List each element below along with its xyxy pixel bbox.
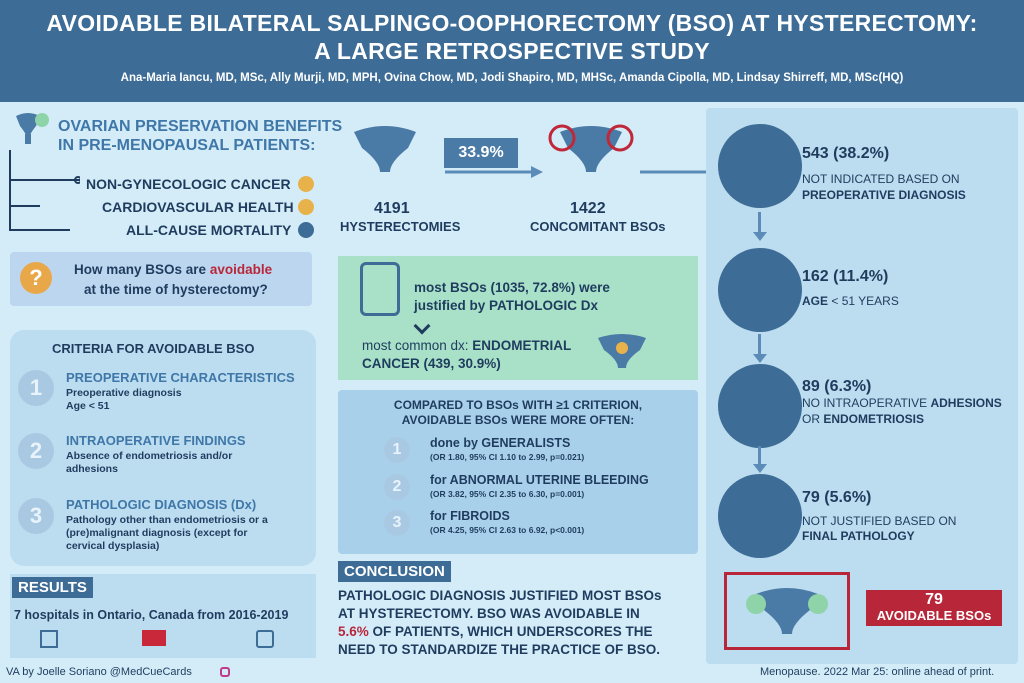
canada-flag-icon	[142, 630, 166, 646]
uterus-bso-icon	[546, 122, 636, 182]
criteria-line-1-2: Age < 51	[66, 400, 110, 412]
criteria-num-3: 3	[18, 498, 54, 534]
calendar-icon	[256, 630, 274, 648]
step-3-count: 89 (6.3%)	[802, 378, 872, 395]
results-label: RESULTS	[12, 577, 93, 598]
compared-item-1-bold: GENERALISTS	[481, 436, 571, 450]
criteria-line-3-1: Pathology other than endometriosis or a	[66, 514, 268, 526]
compared-title-2: AVOIDABLE BSOs WERE MORE OFTEN:	[401, 413, 635, 427]
criteria-heading-3: PATHOLOGIC DIAGNOSIS (Dx)	[66, 497, 257, 512]
compared-stat-1: (OR 1.80, 95% CI 1.10 to 2.99, p=0.021)	[430, 452, 585, 462]
hospital-icon	[40, 630, 58, 648]
arrow-down-icon	[753, 232, 767, 241]
conclusion-line-3	[338, 624, 653, 639]
compared-num-2: 2	[384, 474, 410, 500]
common-dx-bold-1: ENDOMETRIAL	[472, 338, 572, 353]
step-2-count: 162 (11.4%)	[802, 268, 889, 285]
compared-stat-2: (OR 3.82, 95% CI 2.35 to 6.30, p=0.001)	[430, 489, 585, 499]
final-label: AVOIDABLE BSOs	[876, 608, 992, 623]
compared-num-3: 3	[384, 510, 410, 536]
compared-item-2-bold: ABNORMAL UTERINE BLEEDING	[449, 473, 649, 487]
benefit-item-cancer: NON-GYNECOLOGIC CANCER	[86, 176, 291, 192]
benefit-item-cardio: CARDIOVASCULAR HEALTH	[102, 199, 294, 215]
title-line-2: A LARGE RETROSPECTIVE STUDY	[314, 38, 710, 64]
compared-item-2	[430, 473, 649, 487]
step-4-count: 79 (5.6%)	[802, 489, 872, 506]
compared-item-3	[430, 509, 510, 523]
microscope-icon	[360, 262, 400, 316]
criteria-title: CRITERIA FOR AVOIDABLE BSO	[52, 341, 255, 356]
arrow-down-icon	[753, 354, 767, 363]
compared-item-1	[430, 436, 570, 450]
header-banner	[0, 0, 1024, 102]
step-2-rest: < 51 YEARS	[828, 294, 899, 308]
arrow-to-bso	[445, 164, 545, 180]
hysterectomies-label: HYSTERECTOMIES	[340, 219, 461, 234]
benefits-title-1: OVARIAN PRESERVATION BENEFITS	[58, 118, 343, 135]
step-3-line-2	[802, 412, 924, 426]
criteria-line-2-2: adhesions	[66, 463, 118, 475]
criteria-heading-2: INTRAOPERATIVE FINDINGS	[66, 433, 246, 448]
common-dx-line-1	[362, 338, 571, 353]
heart-icon	[298, 199, 314, 215]
common-dx-prefix: most common dx:	[362, 338, 473, 353]
compared-title-1: COMPARED TO BSOs WITH ≥1 CRITERION,	[393, 398, 643, 412]
criteria-line-3-2: (pre)malignant diagnosis (except for	[66, 527, 248, 539]
step-1-line-1: NOT INDICATED BASED ON	[802, 172, 960, 186]
uterus-icon	[350, 122, 420, 182]
conclusion-line-4: NEED TO STANDARDIZE THE PRACTICE OF BSO.	[338, 642, 661, 657]
step-arrow-1-line	[758, 212, 761, 234]
step-4-line-1: NOT JUSTIFIED BASED ON	[802, 514, 957, 528]
compared-item-1-prefix: done by	[430, 436, 482, 450]
step-arrow-3-line	[758, 446, 761, 466]
step-1-line-2: PREOPERATIVE DIAGNOSIS	[802, 188, 966, 202]
footer-credit: VA by Joelle Soriano @MedCueCards	[6, 666, 192, 678]
question-text-before: How many BSOs are	[74, 262, 210, 277]
step-3-line-1	[802, 396, 1002, 410]
step-3-line-1-bold: ADHESIONS	[930, 396, 1002, 410]
benefits-title-2: IN PRE-MENOPAUSAL PATIENTS:	[58, 137, 316, 154]
people-icon	[298, 222, 314, 238]
question-box	[10, 252, 312, 306]
justified-line-1: most BSOs (1035, 72.8%) were	[414, 280, 610, 295]
hourglass-icon	[718, 248, 802, 332]
uterus-ribbon-icon	[592, 330, 652, 374]
question-mark-icon: ?	[20, 262, 52, 294]
results-text: 7 hospitals in Ontario, Canada from 2016-2019	[14, 608, 289, 622]
conclusion-line-2: AT HYSTERECTOMY. BSO WAS AVOIDABLE IN	[338, 606, 640, 621]
step-3-line-2-bold: ENDOMETRIOSIS	[823, 412, 925, 426]
conclusion-line-3-rest: OF PATIENTS, WHICH UNDERSCORES THE	[368, 624, 653, 639]
scalpel-hand-icon	[718, 364, 802, 448]
step-1-count: 543 (38.2%)	[802, 145, 890, 162]
question-line-1	[74, 262, 272, 277]
compared-num-1: 1	[384, 437, 410, 463]
compared-item-2-prefix: for	[430, 473, 450, 487]
uterus-ovary-icon	[6, 106, 50, 150]
criteria-num-1: 1	[18, 370, 54, 406]
compared-stat-3: (OR 4.25, 95% CI 2.63 to 6.92, p<0.001)	[430, 525, 585, 535]
bso-label: CONCOMITANT BSOs	[530, 219, 666, 234]
stethoscope-icon	[718, 124, 802, 208]
authors: Ana-Maria Iancu, MD, MSc, Ally Murji, MD, MPH, Ovina Chow, MD, Jodi Shapiro, MD, MHSc, Amanda Cipolla, MD, Lindsay Shirreff, MD, MSc(HQ)	[120, 72, 904, 84]
criteria-heading-1: PREOPERATIVE CHARACTERISTICS	[66, 370, 295, 385]
compared-item-3-bold: FIBROIDS	[450, 509, 510, 523]
title-line-1: AVOIDABLE BILATERAL SALPINGO-OOPHORECTOMY (BSO) AT HYSTERECTOMY:	[46, 10, 978, 36]
hysterectomies-count: 4191	[374, 200, 410, 217]
microscope-icon	[718, 474, 802, 558]
question-line-2: at the time of hysterectomy?	[84, 282, 268, 297]
step-arrow-2-line	[758, 334, 761, 356]
instagram-icon	[220, 667, 230, 677]
footer-citation: Menopause. 2022 Mar 25: online ahead of print.	[760, 666, 995, 678]
step-2-bold: AGE	[802, 294, 829, 308]
benefits-connector	[0, 150, 80, 240]
common-dx-line-2: CANCER (439, 30.9%)	[362, 356, 501, 371]
final-badge	[866, 590, 1002, 626]
middle-column	[326, 108, 696, 668]
criteria-line-3-3: cervical dysplasia)	[66, 540, 160, 552]
step-3-line-1-pre: NO INTRAOPERATIVE	[802, 396, 931, 410]
compared-item-3-prefix: for	[430, 509, 451, 523]
conclusion-line-1: PATHOLOGIC DIAGNOSIS JUSTIFIED MOST BSOs	[338, 588, 662, 603]
benefit-item-mortality: ALL-CAUSE MORTALITY	[126, 222, 292, 238]
percent-badge: 33.9%	[444, 138, 518, 168]
step-4-line-2: FINAL PATHOLOGY	[802, 529, 915, 543]
criteria-line-1-1: Preoperative diagnosis	[66, 387, 182, 399]
criteria-line-2-1: Absence of endometriosis and/or	[66, 450, 233, 462]
conclusion-pct: 5.6%	[338, 624, 369, 639]
question-highlight: avoidable	[209, 262, 273, 277]
criteria-num-2: 2	[18, 433, 54, 469]
justified-line-2: justified by PATHOLOGIC Dx	[414, 298, 599, 313]
uterus-ovary-icon	[742, 582, 832, 642]
conclusion-label: CONCLUSION	[338, 561, 451, 582]
ribbon-icon	[298, 176, 314, 192]
bso-count: 1422	[570, 200, 606, 217]
step-3-line-2-pre: OR	[802, 412, 824, 426]
arrow-down-icon	[753, 464, 767, 473]
step-2-line-1	[802, 294, 899, 308]
final-count: 79	[925, 591, 943, 608]
